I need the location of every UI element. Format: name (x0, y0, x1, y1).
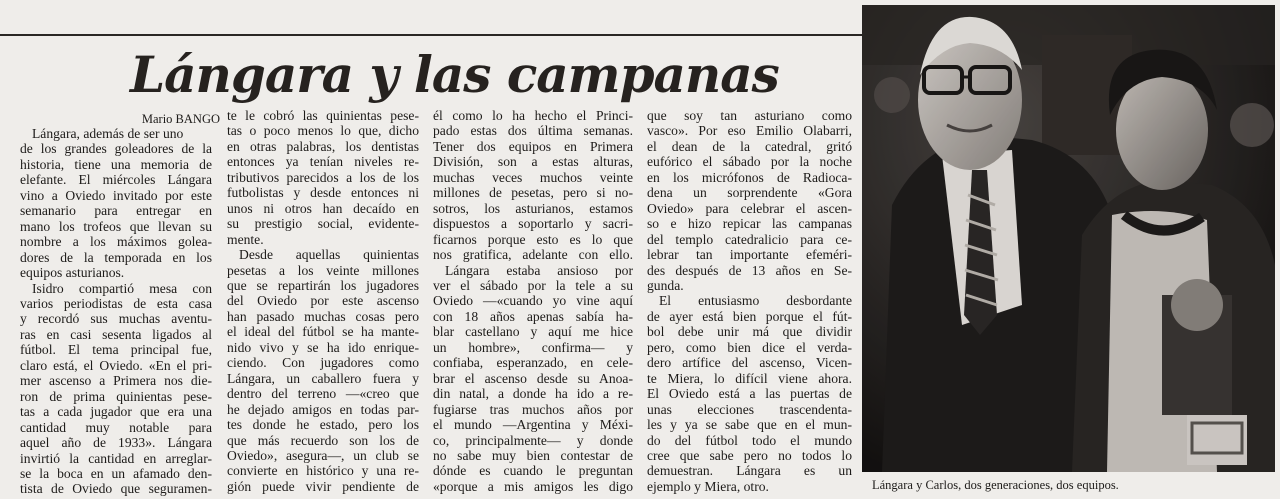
article-line: de los grandes goleadores de la (20, 141, 212, 157)
article-line: invirtió la cantidad en arreglar- (20, 450, 212, 466)
article-line: pado estas dos última semanas. (433, 123, 633, 139)
article-line: mano los trofeos que llevan su (20, 218, 212, 234)
article-line: dores de la temporada en los (20, 249, 212, 265)
article-line: equipos asturianos. (20, 265, 125, 281)
article-line: dentro del terreno —«creo que (227, 386, 419, 402)
article-line: varios periodistas de esta casa (20, 295, 212, 311)
article-line: El Oviedo está a las puertas de (647, 386, 852, 402)
article-line: dena un sorprendente «Gora (647, 185, 852, 201)
article-line: dispuestos a soportarlo y sacri- (433, 216, 633, 232)
article-line: el mundo —Argentina y Méxi- (433, 417, 633, 433)
article-line: so e hizo repicar las campanas (647, 216, 852, 232)
article-line: no sabe muy bien contestar de (433, 447, 633, 463)
article-line: «porque a mis amigos les digo (433, 478, 633, 494)
article-line: su prestigio social, evidente- (227, 216, 419, 232)
article-line: dónde es cuando le preguntan (433, 463, 633, 479)
article-column-2 (227, 108, 419, 494)
article-line: y recordó sus muchas aventu- (20, 311, 212, 327)
article-line: he dejado amigos en todas par- (227, 401, 419, 417)
article-line: cree que sabe pero no todos lo (647, 447, 852, 463)
article-line: brar el ascenso desde su Anoa- (433, 370, 633, 386)
headline: Lángara y las campanas (130, 45, 779, 104)
article-line: do del fútbol todo el mundo (647, 432, 852, 448)
photo-caption: Lángara y Carlos, dos generaciones, dos equipos. (872, 478, 1119, 492)
article-line: tes donde he estado, pero los (227, 417, 419, 433)
article-line: de ayer está bien porque el fút- (647, 308, 852, 324)
article-line: en otras palabras, los dentistas (227, 138, 419, 154)
article-line: se la boca en un afamado den- (20, 465, 212, 481)
article-line: claro está, el Oviedo. «En el pri- (20, 357, 212, 373)
article-line: tas o poco menos lo que, dicho (227, 123, 419, 139)
article-line: el ideal del fútbol se ha mante- (227, 324, 419, 340)
article-line: les y ya se sabe que en el mun- (647, 417, 852, 433)
article-line: confiaba, esperanzado, en cele- (433, 355, 633, 371)
photo-illustration (862, 5, 1275, 472)
article-line: en los micrófonos de Radioca- (647, 169, 852, 185)
article-line: vasco». Por eso Emilio Olabarri, (647, 123, 852, 139)
article-line: División, son a estas alturas, (433, 154, 633, 170)
article-line: un hombre», confirma— y (433, 339, 633, 355)
article-line: Oviedo», asegura—, un club se (227, 447, 419, 463)
article-line: El entusiasmo desbordante (659, 293, 852, 309)
article-line: ciendo. Con jugadores como (227, 355, 419, 371)
article-line: Lángara estaba ansioso por (445, 262, 633, 278)
article-line: muchas veces muchos veinte (433, 169, 633, 185)
article-line: del Oviedo por este ascenso (227, 293, 419, 309)
article-line: bol debe unir má que dividir (647, 324, 852, 340)
article-line: ejemplo y Miera, otro. (647, 478, 769, 494)
article-line: Isidro compartió mesa con (32, 280, 212, 296)
article-line: que soy tan asturiano como (647, 108, 852, 123)
article-line: nido vivo y se ha ido enrique- (227, 339, 419, 355)
article-line: nos gratifica, adelante con ello. (433, 247, 633, 263)
article-line: demuestran. Lángara es un (647, 463, 852, 479)
article-line: ficarnos porque esto es lo que (433, 231, 633, 247)
article-column-4 (647, 108, 852, 494)
article-line: él como lo ha hecho el Princi- (433, 108, 633, 123)
article-line: convierte en histórico y una re- (227, 463, 419, 479)
article-line: pesetas a los veinte millones (227, 262, 419, 278)
article-line: te Miera, lo difícil viene ahora. (647, 370, 852, 386)
article-line: tributivos parecidos a los de los (227, 169, 419, 185)
article-line: fugiarse tras muchos años por (433, 401, 633, 417)
article-line: han pasado muchas cosas pero (227, 308, 419, 324)
article-line: unos ni otros han decaído en (227, 200, 419, 216)
article-line: unas elecciones trascendenta- (647, 401, 852, 417)
article-column-1 (20, 126, 212, 497)
article-line: futbolistas y desde entonces ni (227, 185, 419, 201)
article-line: mente. (227, 231, 264, 247)
article-column-3 (433, 108, 633, 494)
article-line: gunda. (647, 277, 684, 293)
article-line: millones de pesetas, pero si no- (433, 185, 633, 201)
article-line: fútbol. El tema principal fue, (20, 342, 212, 358)
article-line: pero, como bien dice el verda- (647, 339, 852, 355)
article-line: mer ascenso a Primera nos die- (20, 373, 212, 389)
article-line: cantidad muy notable para (20, 419, 212, 435)
article-line: eufórico el sábado por la noche (647, 154, 852, 170)
article-line: sotros, los asturianos, estamos (433, 200, 633, 216)
article-line: Lángara, un caballero fuera y (227, 370, 419, 386)
article-line: din natal, a donde ha ido a re- (433, 386, 633, 402)
article-line: el dean de la catedral, gritó (647, 138, 852, 154)
article-line: ron de prima quinientas pese- (20, 388, 212, 404)
article-line: semanario para entregar en (20, 203, 212, 219)
article-line: ver el sábado por la tele a su (433, 277, 633, 293)
article-line: con 18 años apenas sabía ha- (433, 308, 633, 324)
article-line: del templo catedralicio para ce- (647, 231, 852, 247)
article-line: historia, tiene una memoria de (20, 156, 212, 172)
article-line: blar castellano y aquí me hice (433, 324, 633, 340)
article-line: aquel año de 1933». Lángara (20, 435, 212, 451)
article-line: entonces ya tenían niveles re- (227, 154, 419, 170)
article-line: Oviedo —«cuando yo vine aquí (433, 293, 633, 309)
article-line: Desde aquellas quinientas (239, 247, 419, 263)
article-line: Tener dos equipos en Primera (433, 138, 633, 154)
article-line: tista de Oviedo que seguramen- (20, 481, 212, 497)
article-line: que más recuerdo son los de (227, 432, 419, 448)
article-line: vino a Oviedo invitado por este (20, 187, 212, 203)
article-line: co, principalmente— y donde (433, 432, 633, 448)
article-line: elefante. El miércoles Lángara (20, 172, 212, 188)
article-line: dero artífice del ascenso, Vicen- (647, 355, 852, 371)
byline: Mario BANGO (141, 112, 220, 126)
article-line: gión puede vivir pendiente de (227, 478, 419, 494)
article-line: te le cobró las quinientas pese- (227, 108, 419, 123)
article-line: des después de 13 años en Se- (647, 262, 852, 278)
article-line: Lángara, además de ser uno (32, 126, 184, 141)
news-photo (862, 5, 1275, 472)
article-line: que se repartirán los jugadores (227, 277, 419, 293)
article-line: ras en casi sesenta ligados al (20, 326, 212, 342)
article-line: nombre a los máximos golea- (20, 234, 212, 250)
article-line: Oviedo» para celebrar el ascen- (647, 200, 852, 216)
top-rule (0, 34, 862, 36)
article-line: tas a cada jugador que era una (20, 404, 212, 420)
article-line: lebrar tan importante efeméri- (647, 247, 852, 263)
